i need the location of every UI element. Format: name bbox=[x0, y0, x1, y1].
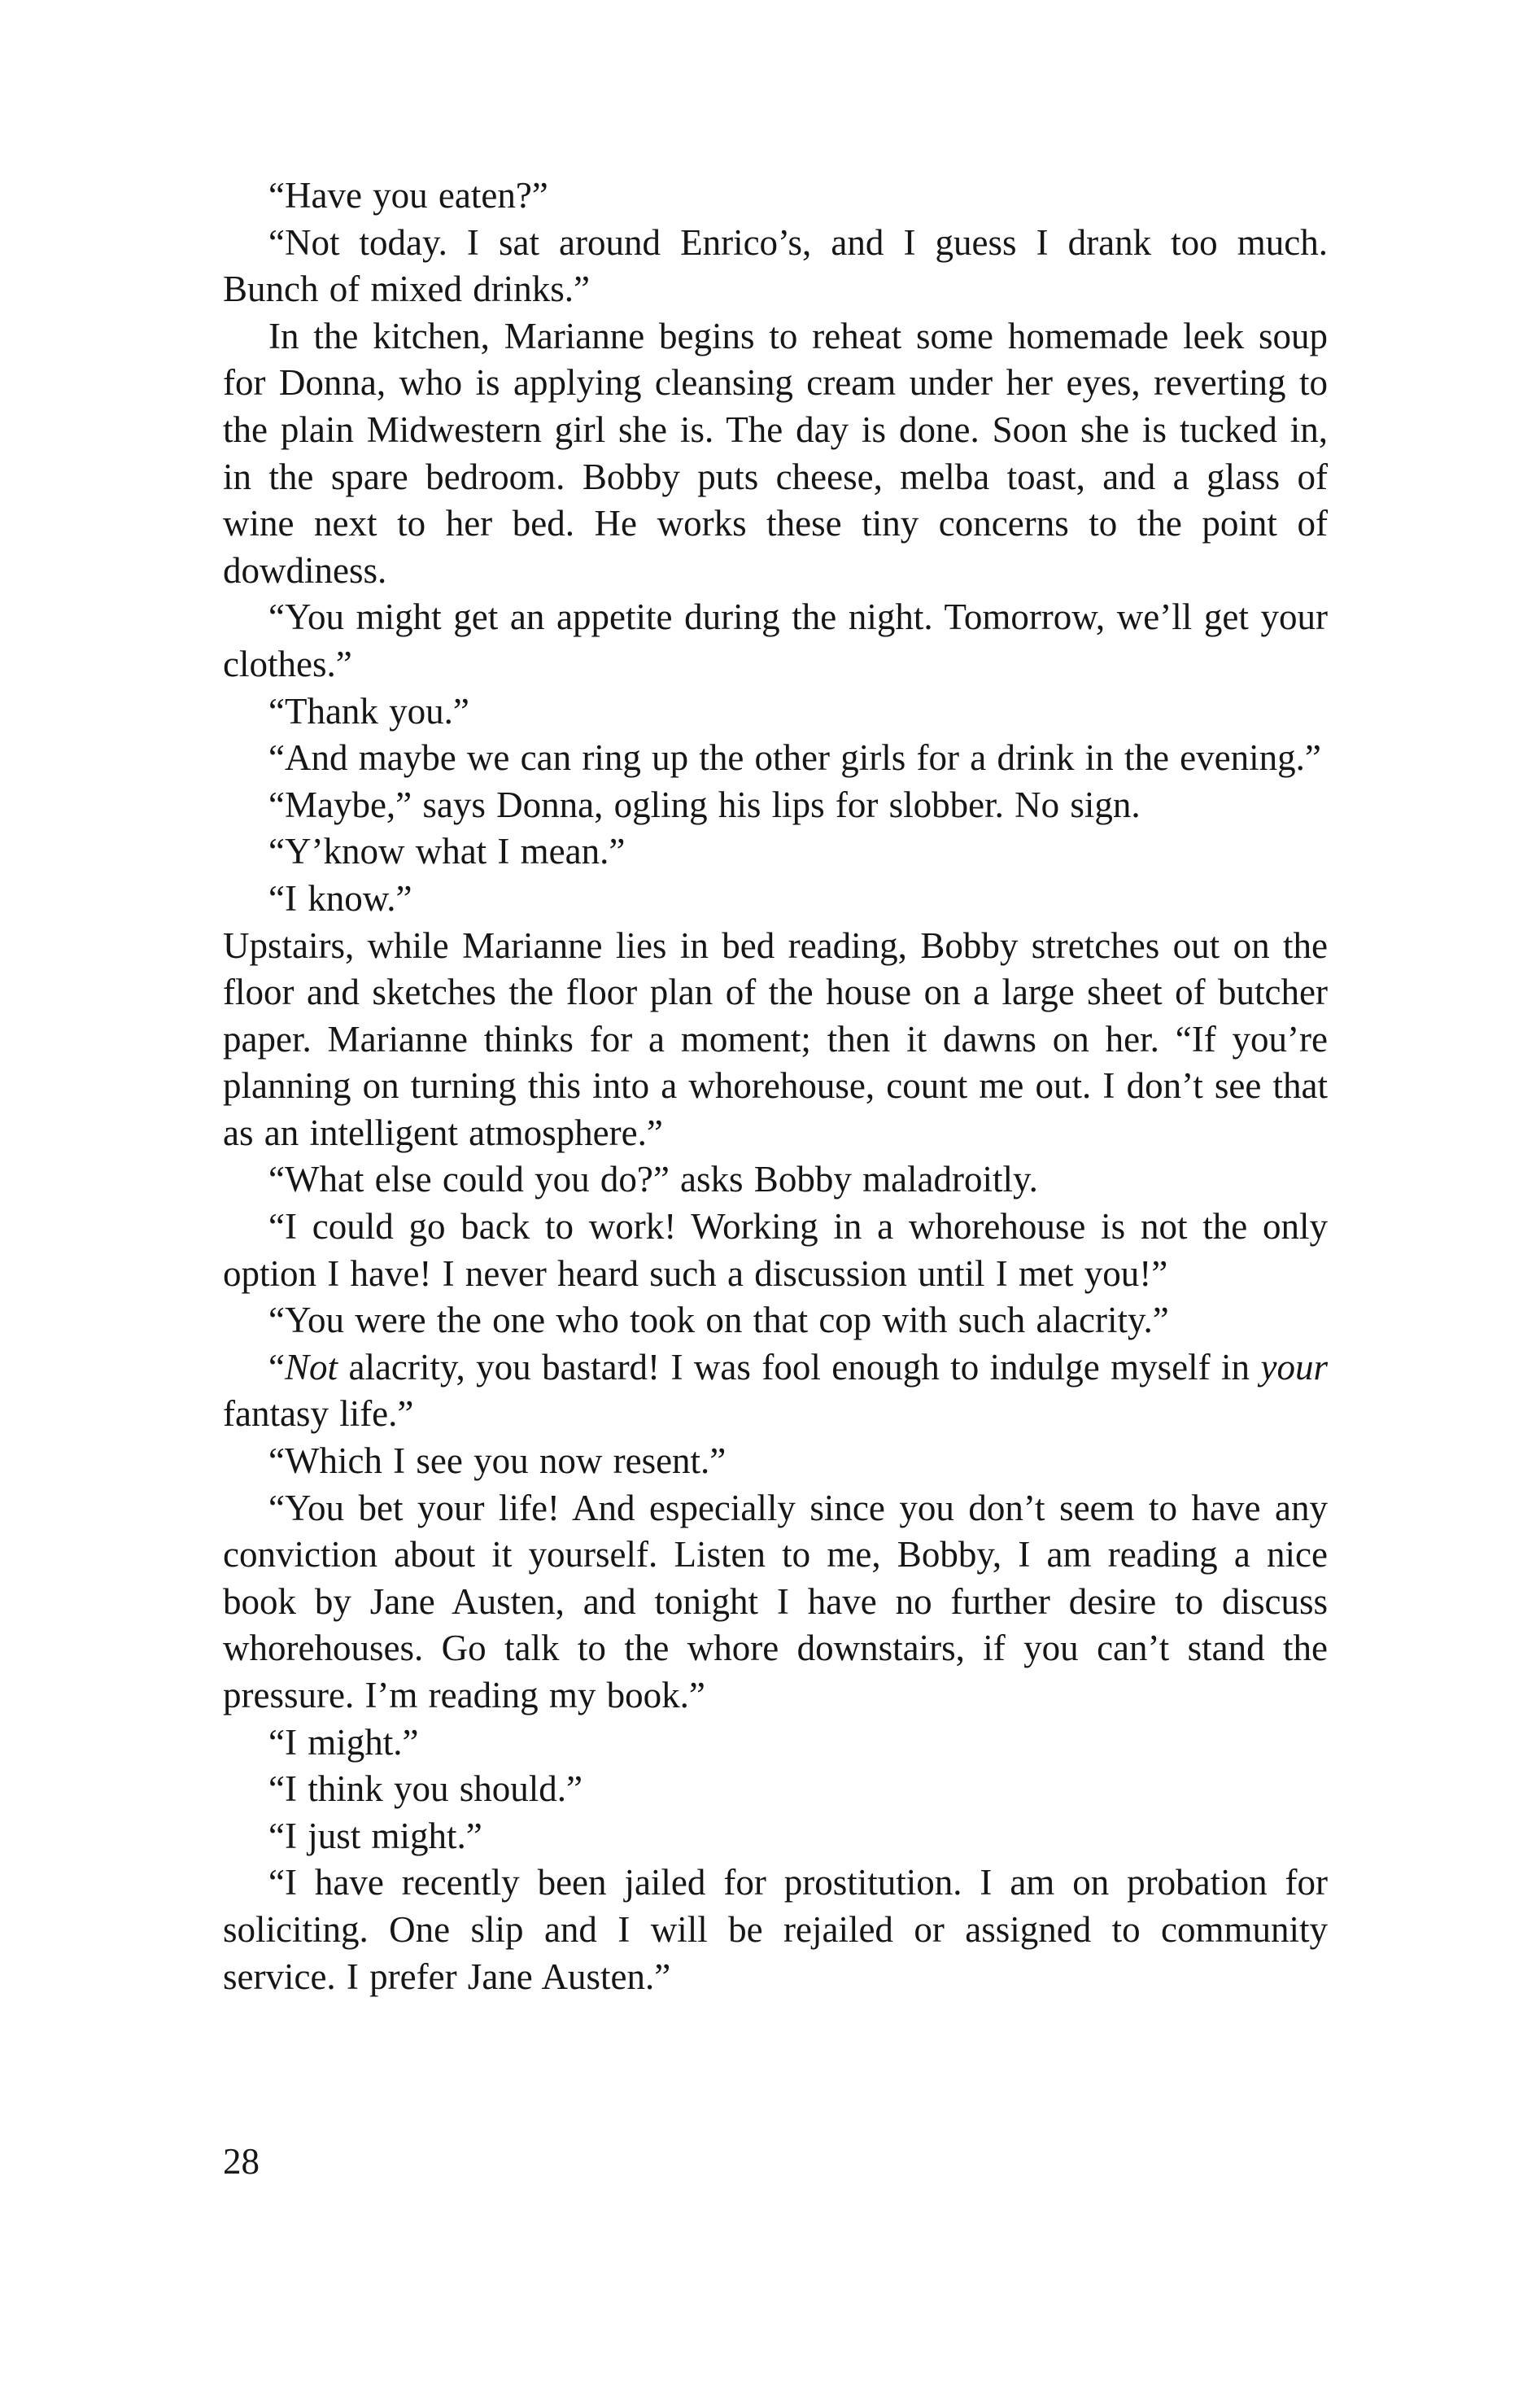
paragraph-14-italic-your: your bbox=[1260, 1346, 1328, 1388]
paragraph-13: “You were the one who took on that cop with such alacrity.” bbox=[268, 1300, 1169, 1341]
body-text bbox=[223, 173, 1328, 2000]
paragraph-14-part-3: alacrity, you bastard! I was fool enough to indulge myself in bbox=[338, 1346, 1261, 1388]
paragraph-10: Upstairs, while Marianne lies in bed reading, Bobby stretches out on the floor and sketches the floor plan of the house on a large sheet of butcher paper. Marianne thinks for a moment; then it dawns on her. “If you’re planning on turning this into a whorehouse, count me out. I don’t see that as an intelligent atmosphere.” bbox=[223, 924, 1328, 1153]
paragraph-3: In the kitchen, Marianne begins to reheat some homemade leek soup for Donna, who is applying cleansing cream under her eyes, reverting to the plain Midwestern girl she is. The day is done. Soon she is tucked in, in the spare bedroom. Bobby puts cheese, melba toast, and a glass of wine next to her bed. He works these tiny concerns to the point of dowdiness. bbox=[223, 315, 1328, 591]
paragraph-20: “I have recently been jailed for prostitution. I am on probation for soliciting. One slip and I will be rejailed or assigned to community service. I prefer Jane Austen.” bbox=[223, 1862, 1328, 1997]
paragraph-1: “Have you eaten?” bbox=[268, 175, 548, 216]
paragraph-5: “Thank you.” bbox=[268, 690, 469, 732]
paragraph-11: “What else could you do?” asks Bobby maladroitly. bbox=[268, 1159, 1038, 1200]
paragraph-8: “Y’know what I mean.” bbox=[268, 831, 626, 872]
paragraph-14-part-1: “ bbox=[268, 1346, 285, 1388]
paragraph-4: “You might get an appetite during the night. Tomorrow, we’ll get your clothes.” bbox=[223, 597, 1328, 684]
paragraph-16: “You bet your life! And especially since you don’t seem to have any conviction about it yourself. Listen to me, Bobby, I am reading a nice book by Jane Austen, and tonight I have no further desire to discuss whorehouses. Go talk to the whore downstairs, if you can’t stand the pressure. I’m reading my book.” bbox=[223, 1487, 1328, 1715]
paragraph-14-part-5: fantasy life.” bbox=[223, 1393, 414, 1435]
page-number: 28 bbox=[223, 2141, 260, 2182]
paragraph-14 bbox=[223, 1344, 1328, 1438]
paragraph-19: “I just might.” bbox=[268, 1815, 482, 1856]
paragraph-18: “I think you should.” bbox=[268, 1768, 583, 1810]
paragraph-6: “And maybe we can ring up the other girls for a drink in the evening.” bbox=[268, 737, 1321, 779]
paragraph-7: “Maybe,” says Donna, ogling his lips for slobber. No sign. bbox=[268, 784, 1141, 825]
paragraph-9: “I know.” bbox=[268, 877, 412, 919]
paragraph-17: “I might.” bbox=[268, 1721, 419, 1763]
paragraph-15: “Which I see you now resent.” bbox=[268, 1440, 727, 1482]
paragraph-2: “Not today. I sat around Enrico’s, and I guess I drank too much. Bunch of mixed drinks.” bbox=[223, 221, 1328, 310]
paragraph-12: “I could go back to work! Working in a whorehouse is not the only option I have! I never heard such a discussion until I met you!” bbox=[223, 1206, 1328, 1294]
paragraph-14-italic-not: Not bbox=[284, 1346, 338, 1388]
